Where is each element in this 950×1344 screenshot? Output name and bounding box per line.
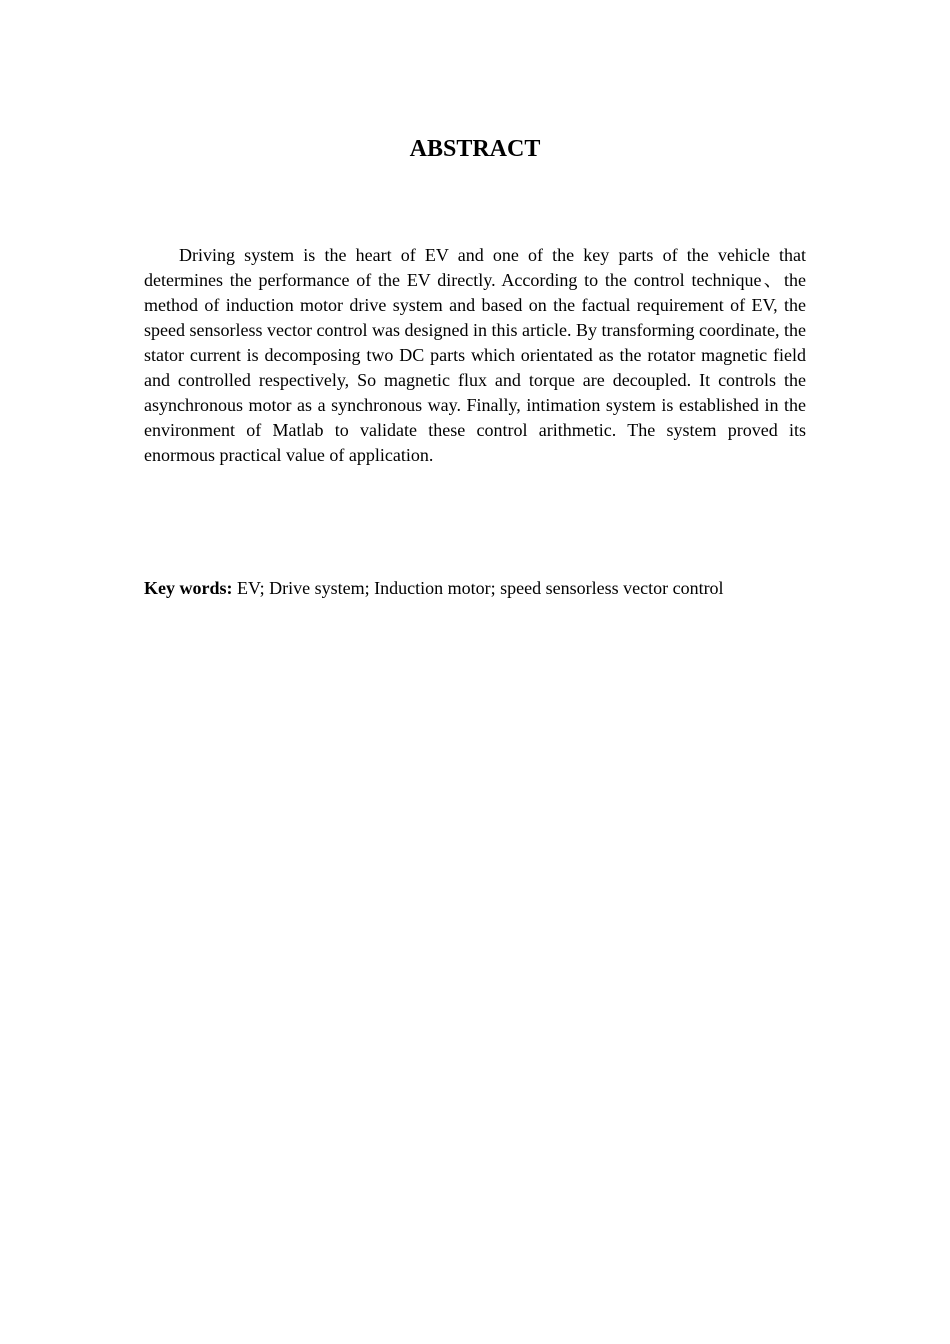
keywords-text: EV; Drive system; Induction motor; speed sensorless vector control <box>237 578 724 598</box>
page-title: ABSTRACT <box>409 136 541 162</box>
keywords-label: Key words: <box>144 578 233 598</box>
abstract-paragraph: Driving system is the heart of EV and one of the key parts of the vehicle that determines the performance of the EV directly. According to the control technique、the method of induction motor drive system and based on the factual requirement of EV, the speed sensorless vector control was designed in this article. By transforming coordinate, the stator current is decomposing two DC parts which orientated as the rotator magnetic field and controlled respectively, So magnetic flux and torque are decoupled. It controls the asynchronous motor as a synchronous way. Finally, intimation system is established in the environment of Matlab to validate these control arithmetic. The system proved its enormous practical value of application. <box>144 245 806 465</box>
keywords-line <box>144 576 844 601</box>
